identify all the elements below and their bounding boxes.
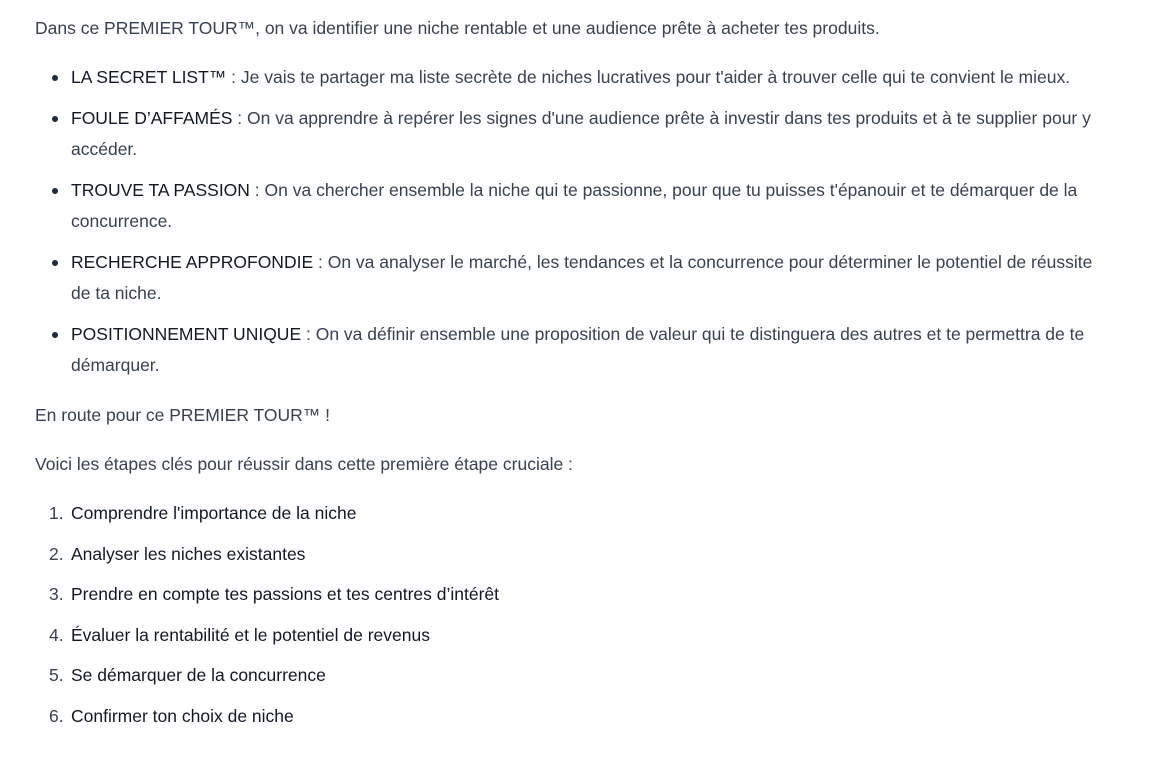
bullet-icon (52, 188, 58, 194)
step-text: Confirmer ton choix de niche (71, 705, 294, 726)
list-item (35, 621, 1115, 649)
step-number: 1. (49, 503, 64, 523)
feature-text: On va apprendre à repérer les signes d'une audience prête à investir dans tes produits et à te supplier pour y accéder. (71, 108, 1091, 159)
list-item (35, 499, 1115, 527)
feature-separator: : (249, 180, 265, 200)
list-item (35, 580, 1115, 608)
step-number: 5. (49, 665, 64, 685)
step-number: 4. (49, 624, 64, 645)
feature-list (35, 62, 1115, 381)
step-text: Évaluer la rentabilité et le potentiel de revenus (71, 624, 430, 645)
feature-text: On va chercher ensemble la niche qui te passionne, pour que tu puisses t'épanouir et te démarquer de la concurrence. (71, 180, 1078, 231)
step-text: Prendre en compte tes passions et tes centres d’intérêt (71, 584, 500, 604)
feature-separator: : (226, 67, 241, 87)
feature-term: POSITIONNEMENT UNIQUE (71, 324, 302, 344)
step-number: 6. (49, 705, 64, 726)
feature-text: On va analyser le marché, les tendances et la concurrence pour déterminer le potentiel de réussite de ta niche. (71, 252, 1093, 303)
step-number: 3. (49, 584, 64, 604)
steps-intro-paragraph: Voici les étapes clés pour réussir dans cette première étape cruciale : (35, 454, 573, 474)
steps-list (35, 499, 1115, 730)
feature-term: LA SECRET LIST™ (71, 67, 227, 87)
bullet-icon (52, 116, 58, 122)
step-number: 2. (49, 543, 64, 564)
bullet-icon (52, 260, 58, 266)
feature-text: On va définir ensemble une proposition de valeur qui te distinguera des autres et te permettra de te démarquer. (71, 324, 1085, 375)
list-item (35, 702, 1115, 730)
step-text: Analyser les niches existantes (71, 543, 306, 564)
feature-term: RECHERCHE APPROFONDIE (71, 252, 314, 272)
feature-separator: : (313, 252, 328, 272)
list-item (35, 62, 1115, 93)
step-text: Se démarquer de la concurrence (71, 665, 326, 685)
list-item (35, 247, 1115, 309)
list-item (35, 319, 1115, 381)
intro-paragraph: Dans ce PREMIER TOUR™, on va identifier une niche rentable et une audience prête à acheter tes produits. (35, 18, 880, 38)
route-paragraph: En route pour ce PREMIER TOUR™ ! (35, 405, 331, 425)
feature-text: Je vais te partager ma liste secrète de niches lucratives pour t'aider à trouver celle qui te convient le mieux. (240, 67, 1071, 87)
bullet-icon (52, 75, 58, 81)
feature-separator: : (301, 324, 316, 344)
step-text: Comprendre l'importance de la niche (71, 503, 357, 523)
list-item (35, 540, 1115, 568)
list-item (35, 175, 1115, 237)
bullet-icon (52, 332, 58, 338)
feature-term: TROUVE TA PASSION (71, 180, 250, 200)
list-item (35, 661, 1115, 689)
list-item (35, 103, 1115, 165)
feature-term: FOULE D’AFFAMÉS (71, 108, 233, 128)
feature-separator: : (232, 108, 248, 128)
